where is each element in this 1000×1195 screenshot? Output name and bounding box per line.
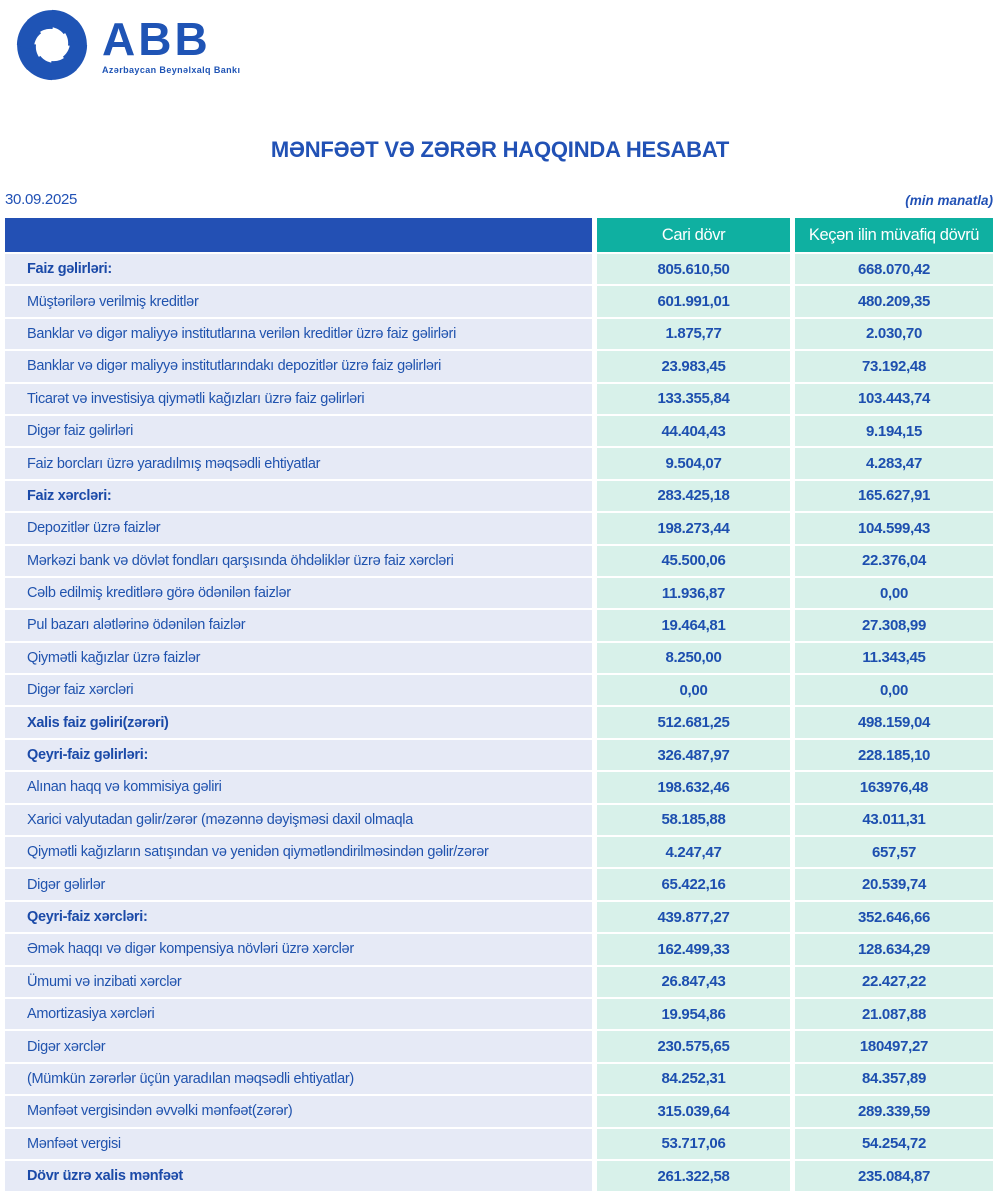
table-row — [5, 837, 993, 867]
row-label: Amortizasiya xərcləri — [5, 999, 592, 1029]
table-header-row — [5, 218, 993, 252]
row-current-value: 326.487,97 — [597, 740, 790, 770]
unit-note: (min manatla) — [905, 193, 993, 208]
row-current-value: 19.464,81 — [597, 610, 790, 640]
abb-pinwheel-icon — [8, 6, 96, 84]
column-header-current-period: Cari dövr — [597, 218, 790, 252]
row-previous-value: 20.539,74 — [795, 869, 993, 899]
row-label: Faiz xərcləri: — [5, 481, 592, 511]
row-current-value: 230.575,65 — [597, 1031, 790, 1061]
table-row — [5, 578, 993, 608]
table-row — [5, 448, 993, 478]
profit-loss-table — [5, 218, 993, 1191]
row-previous-value: 73.192,48 — [795, 351, 993, 381]
row-label: Əmək haqqı və digər kompensiya növləri üzrə xərclər — [5, 934, 592, 964]
row-current-value: 1.875,77 — [597, 319, 790, 349]
row-label: Ticarət və investisiya qiymətli kağızları üzrə faiz gəlirləri — [5, 384, 592, 414]
bank-logo-text — [102, 6, 240, 75]
row-previous-value: 657,57 — [795, 837, 993, 867]
table-row — [5, 643, 993, 673]
table-row — [5, 546, 993, 576]
table-row — [5, 740, 993, 770]
row-label: Depozitlər üzrə faizlər — [5, 513, 592, 543]
row-current-value: 261.322,58 — [597, 1161, 790, 1191]
row-label: Müştərilərə verilmiş kreditlər — [5, 286, 592, 316]
row-label: Qeyri-faiz xərcləri: — [5, 902, 592, 932]
row-label: Alınan haqq və kommisiya gəliri — [5, 772, 592, 802]
row-previous-value: 2.030,70 — [795, 319, 993, 349]
row-current-value: 198.632,46 — [597, 772, 790, 802]
row-current-value: 11.936,87 — [597, 578, 790, 608]
table-row — [5, 1129, 993, 1159]
row-previous-value: 128.634,29 — [795, 934, 993, 964]
row-label: Mənfəət vergisi — [5, 1129, 592, 1159]
table-row — [5, 675, 993, 705]
table-row — [5, 1096, 993, 1126]
row-current-value: 45.500,06 — [597, 546, 790, 576]
row-previous-value: 84.357,89 — [795, 1064, 993, 1094]
row-label: Qeyri-faiz gəlirləri: — [5, 740, 592, 770]
row-previous-value: 11.343,45 — [795, 643, 993, 673]
column-header-previous-period: Keçən ilin müvafiq dövrü — [795, 218, 993, 252]
row-label: Banklar və digər maliyyə institutlarındakı depozitlər üzrə faiz gəlirləri — [5, 351, 592, 381]
row-current-value: 133.355,84 — [597, 384, 790, 414]
row-label: Digər gəlirlər — [5, 869, 592, 899]
table-row — [5, 610, 993, 640]
row-current-value: 0,00 — [597, 675, 790, 705]
bank-tagline: Azərbaycan Beynəlxalq Bankı — [102, 65, 241, 75]
table-row — [5, 254, 993, 284]
row-label: Faiz borcları üzrə yaradılmış məqsədli ehtiyatlar — [5, 448, 592, 478]
row-label: Ümumi və inzibati xərclər — [5, 967, 592, 997]
row-current-value: 65.422,16 — [597, 869, 790, 899]
row-current-value: 283.425,18 — [597, 481, 790, 511]
row-current-value: 805.610,50 — [597, 254, 790, 284]
table-row — [5, 999, 993, 1029]
row-current-value: 58.185,88 — [597, 805, 790, 835]
row-current-value: 84.252,31 — [597, 1064, 790, 1094]
row-current-value: 512.681,25 — [597, 707, 790, 737]
row-previous-value: 0,00 — [795, 578, 993, 608]
row-label: Xarici valyutadan gəlir/zərər (məzənnə dəyişməsi daxil olmaqla — [5, 805, 592, 835]
row-label: Banklar və digər maliyyə institutlarına verilən kreditlər üzrə faiz gəlirləri — [5, 319, 592, 349]
table-row — [5, 934, 993, 964]
table-row — [5, 869, 993, 899]
row-current-value: 44.404,43 — [597, 416, 790, 446]
row-previous-value: 22.427,22 — [795, 967, 993, 997]
table-row — [5, 481, 993, 511]
row-label: Digər faiz gəlirləri — [5, 416, 592, 446]
row-previous-value: 180497,27 — [795, 1031, 993, 1061]
bank-logo — [8, 6, 240, 84]
row-current-value: 601.991,01 — [597, 286, 790, 316]
row-current-value: 8.250,00 — [597, 643, 790, 673]
row-previous-value: 228.185,10 — [795, 740, 993, 770]
report-date: 30.09.2025 — [5, 191, 78, 208]
row-previous-value: 22.376,04 — [795, 546, 993, 576]
row-label: Mənfəət vergisindən əvvəlki mənfəət(zərər) — [5, 1096, 592, 1126]
row-current-value: 162.499,33 — [597, 934, 790, 964]
row-previous-value: 9.194,15 — [795, 416, 993, 446]
row-label: Xalis faiz gəliri(zərəri) — [5, 707, 592, 737]
row-label: Faiz gəlirləri: — [5, 254, 592, 284]
table-row — [5, 351, 993, 381]
table-row — [5, 416, 993, 446]
row-previous-value: 104.599,43 — [795, 513, 993, 543]
row-previous-value: 4.283,47 — [795, 448, 993, 478]
row-previous-value: 27.308,99 — [795, 610, 993, 640]
row-label: Qiymətli kağızlar üzrə faizlər — [5, 643, 592, 673]
row-previous-value: 43.011,31 — [795, 805, 993, 835]
table-row — [5, 286, 993, 316]
row-previous-value: 0,00 — [795, 675, 993, 705]
row-current-value: 9.504,07 — [597, 448, 790, 478]
row-current-value: 315.039,64 — [597, 1096, 790, 1126]
row-previous-value: 103.443,74 — [795, 384, 993, 414]
report-meta — [5, 191, 993, 208]
table-row — [5, 707, 993, 737]
row-label: Cəlb edilmiş kreditlərə görə ödənilən faizlər — [5, 578, 592, 608]
table-row — [5, 513, 993, 543]
row-previous-value: 480.209,35 — [795, 286, 993, 316]
row-current-value: 53.717,06 — [597, 1129, 790, 1159]
row-label: Digər xərclər — [5, 1031, 592, 1061]
table-row — [5, 902, 993, 932]
table-row — [5, 772, 993, 802]
row-previous-value: 21.087,88 — [795, 999, 993, 1029]
table-row — [5, 384, 993, 414]
table-body — [5, 254, 993, 1191]
row-label: (Mümkün zərərlər üçün yaradılan məqsədli ehtiyatlar) — [5, 1064, 592, 1094]
table-row — [5, 1064, 993, 1094]
table-row — [5, 967, 993, 997]
row-current-value: 26.847,43 — [597, 967, 790, 997]
row-current-value: 198.273,44 — [597, 513, 790, 543]
row-previous-value: 163976,48 — [795, 772, 993, 802]
page-title: MƏNFƏƏT VƏ ZƏRƏR HAQQINDA HESABAT — [270, 137, 730, 162]
row-label: Digər faiz xərcləri — [5, 675, 592, 705]
table-header-corner — [5, 218, 592, 252]
row-previous-value: 352.646,66 — [795, 902, 993, 932]
row-label: Pul bazarı alətlərinə ödənilən faizlər — [5, 610, 592, 640]
table-row — [5, 1161, 993, 1191]
bank-name: ABB — [102, 13, 211, 65]
row-previous-value: 54.254,72 — [795, 1129, 993, 1159]
row-label: Mərkəzi bank və dövlət fondları qarşısında öhdəliklər üzrə faiz xərcləri — [5, 546, 592, 576]
row-current-value: 439.877,27 — [597, 902, 790, 932]
row-current-value: 19.954,86 — [597, 999, 790, 1029]
row-label: Dövr üzrə xalis mənfəət — [5, 1161, 592, 1191]
row-previous-value: 235.084,87 — [795, 1161, 993, 1191]
table-row — [5, 1031, 993, 1061]
row-previous-value: 289.339,59 — [795, 1096, 993, 1126]
table-row — [5, 319, 993, 349]
row-current-value: 4.247,47 — [597, 837, 790, 867]
row-label: Qiymətli kağızların satışından və yenidən qiymətləndirilməsindən gəlir/zərər — [5, 837, 592, 867]
table-row — [5, 805, 993, 835]
row-previous-value: 668.070,42 — [795, 254, 993, 284]
row-current-value: 23.983,45 — [597, 351, 790, 381]
row-previous-value: 498.159,04 — [795, 707, 993, 737]
row-previous-value: 165.627,91 — [795, 481, 993, 511]
